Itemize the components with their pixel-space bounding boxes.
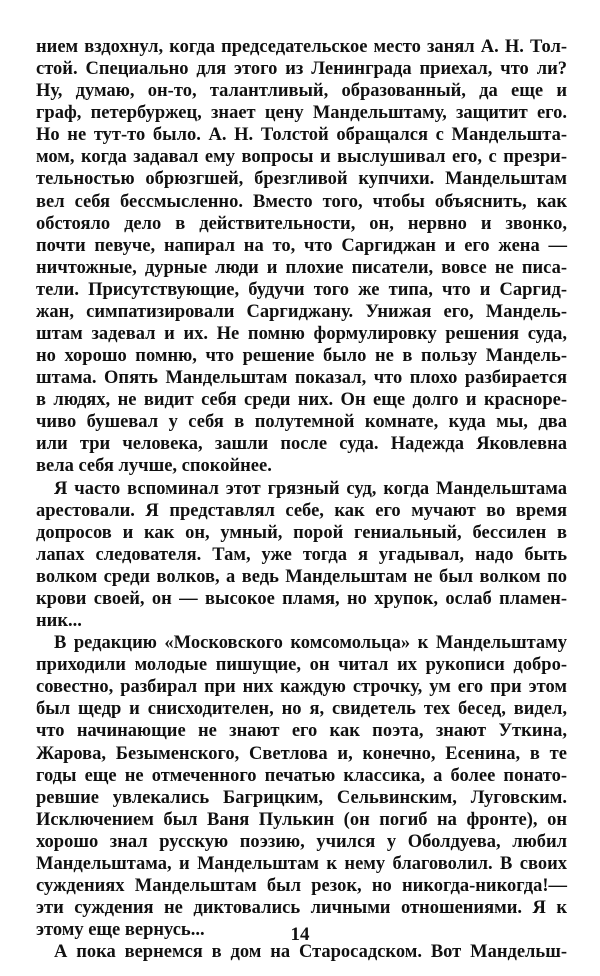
text-line: В редакцию «Московского комсомольца» к Мандельштаму [54,633,567,654]
text-line: был щедр и снисходителен, но я, свидетель тех бесед, видел, [36,699,567,720]
text-line: ник... [36,611,82,632]
text-line: допросов и как он, умный, порой гениальный, бессилен в [36,522,567,543]
paragraph [36,478,567,633]
text-line: Жарова, Безыменского, Светлова и, конечно, Есенина, в те [36,743,567,764]
text-line: почти певуче, напирал на то, что Саргиджан и его жена — [36,235,567,256]
text-line: мом, когда задавал ему вопросы и выслушивал его, с презри- [36,147,567,168]
text-line: что начинающие не знают его как поэта, знают Уткина, [36,721,567,742]
text-line: граф, петербуржец, знает цену Мандельштаму, защитит его. [36,103,567,124]
text-line: или три человека, зашли после суда. Надежда Яковлевна [36,434,567,455]
text-line: штам задевал и их. Не помню формулировку решения суда, [36,324,567,345]
text-line: арестовали. Я представлял себе, как его мучают во время [36,500,567,521]
text-line: ревшие увлекались Багрицким, Сельвинским, Луговским. [36,787,567,808]
text-line: этому еще вернусь... [36,920,205,941]
text-line: А пока вернемся в дом на Старосадском. Вот Мандельш- [54,942,567,963]
text-line: эти суждения не диктовались личными отношениями. Я к [36,898,567,919]
paragraph [36,36,567,478]
page-number: 14 [290,924,310,945]
text-line: тели. Присутствующие, будучи того же типа, что и Саргид- [36,279,567,300]
text-line: волком среди волков, а ведь Мандельштам не был волком по [36,566,567,587]
text-line: штама. Опять Мандельштам показал, что плохо разбирается [36,368,567,389]
text-line: нием вздохнул, когда председательское место занял А. Н. Тол- [36,37,567,57]
text-line: Мандельштама, и Мандельштам к нему благоволил. В своих [36,853,567,874]
paragraph [36,632,567,941]
text-line: жан, симпатизировали Саргиджану. Унижая его, Мандель- [36,301,567,322]
text-line: чиво бушевал у себя в полутемной комнате, куда мы, два [36,412,567,433]
text-line: тельностью обрюзгшей, брезгливой купчихи. Мандельштам [36,169,567,190]
text-line: совестно, разбирал при них каждую строчку, ум его при этом [36,677,567,698]
text-line: лапах следователя. Там, уже тогда я угадывал, надо быть [36,544,567,565]
text-line: Но не тут-то было. А. Н. Толстой обращался с Мандельшта- [36,125,567,146]
text-line: в людях, не видит себя среди них. Он еще долго и красноре- [36,390,567,411]
text-line: крови своей, он — высокое пламя, но хрупок, ослаб пламен- [36,588,567,609]
text-line: ничтожные, дурные люди и плохие писатели, вовсе не писа- [36,257,567,278]
text-line: приходили молодые пишущие, он читал их рукописи добро- [36,655,567,676]
text-line: вела себя лучше, спокойнее. [36,456,272,477]
text-line: Исключением был Ваня Пулькин (он погиб на фронте), он [36,809,567,830]
text-line: стой. Специально для этого из Ленинграда приехал, что ли? [36,59,567,80]
text-line: но хорошо помню, что решение было не в пользу Мандель- [36,346,567,367]
text-line: суждениях Мандельштам был резок, но никогда-никогда!— [36,875,567,896]
text-line: годы еще не отмеченного печатью классика, а более понато- [36,765,567,786]
text-line: хорошо знал русскую поэзию, учился у Оболдуева, любил [36,831,567,852]
text-line: Ну, думаю, он-то, талантливый, образованный, да еще и [36,81,567,102]
text-line: обстояло дело в действительности, он, нервно и звонко, [36,213,567,234]
text-line: Я часто вспоминал этот грязный суд, когда Мандельштама [54,478,567,499]
book-page-text [36,36,567,963]
text-line: вел себя бессмысленно. Вместо того, чтобы объяснить, как [36,191,567,212]
